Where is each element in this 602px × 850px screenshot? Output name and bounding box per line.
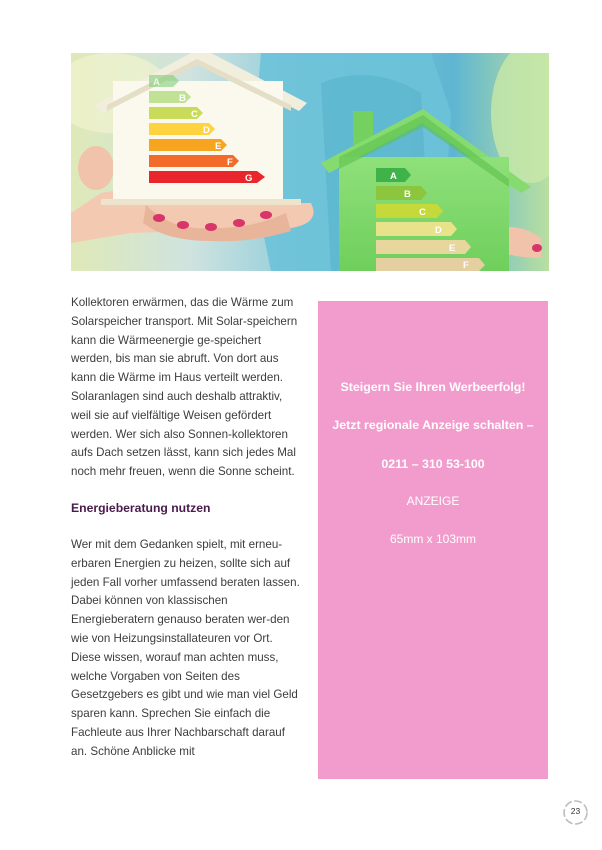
ad-label: ANZEIGE [406,494,460,508]
svg-text:A: A [390,171,397,182]
section-heading: Energieberatung nutzen [71,500,211,515]
ad-call-to-action: Jetzt regionale Anzeige schalten – [332,418,534,432]
svg-text:F: F [463,260,469,271]
svg-text:B: B [404,189,411,200]
article-paragraph-2: Wer mit dem Gedanken spielt, mit erneu-erbaren Energien zu heizen, sollte sich auf jeden Fall vorher umfassend beraten lassen. Dabei können von klassischen Energieberatern genauso beraten wer-den wie von Heizungsinstallateuren vor Ort. Diese wissen, worauf man achten muss, welche Vorgaben von Seiten des Gesetzgebers es gibt und wie man viel Geld sparen kann. Sprechen Sie einfach die Fachleute aus Ihrer Nachbarschaft darauf an. Schöne Anblicke mit [71,537,300,758]
ad-phone-number[interactable]: 0211 – 310 53-100 [381,457,485,471]
ad-headline: Steigern Sie Ihren Werbeerfolg! [340,380,526,394]
svg-text:F: F [227,157,233,168]
svg-text:C: C [419,207,426,218]
page-number-badge [562,799,589,826]
energy-house-photo [71,53,549,271]
svg-text:A: A [153,77,160,88]
article-column [71,294,303,762]
article-paragraph-1: Kollektoren erwärmen, das die Wärme zum Solarspeicher transport. Mit Solar-speichern kann die Wärmeenergie ge-speichert werden, bis man sie abruft. Von dort aus kann die Wärme im Haus verteilt werden. Solaranlagen sind auch deshalb attraktiv, weil sie auf vielfältige Weisen gefördert werden. Wer sich also Sonnen-kollektoren aufs Dach setzen lässt, kann sich jedes Mal noch mehr freuen, wenn die Sonne scheint. [71,296,298,479]
svg-text:E: E [449,243,456,254]
svg-text:E: E [215,141,222,152]
ad-size: 65mm x 103mm [389,532,477,546]
svg-text:D: D [203,125,210,136]
advertisement-placeholder[interactable] [318,301,548,779]
energy-houses-illustration [71,53,549,271]
svg-text:G: G [245,173,253,184]
svg-text:D: D [435,225,442,236]
page-number: 23 [570,806,581,816]
svg-text:B: B [179,93,186,104]
svg-text:C: C [191,109,198,120]
